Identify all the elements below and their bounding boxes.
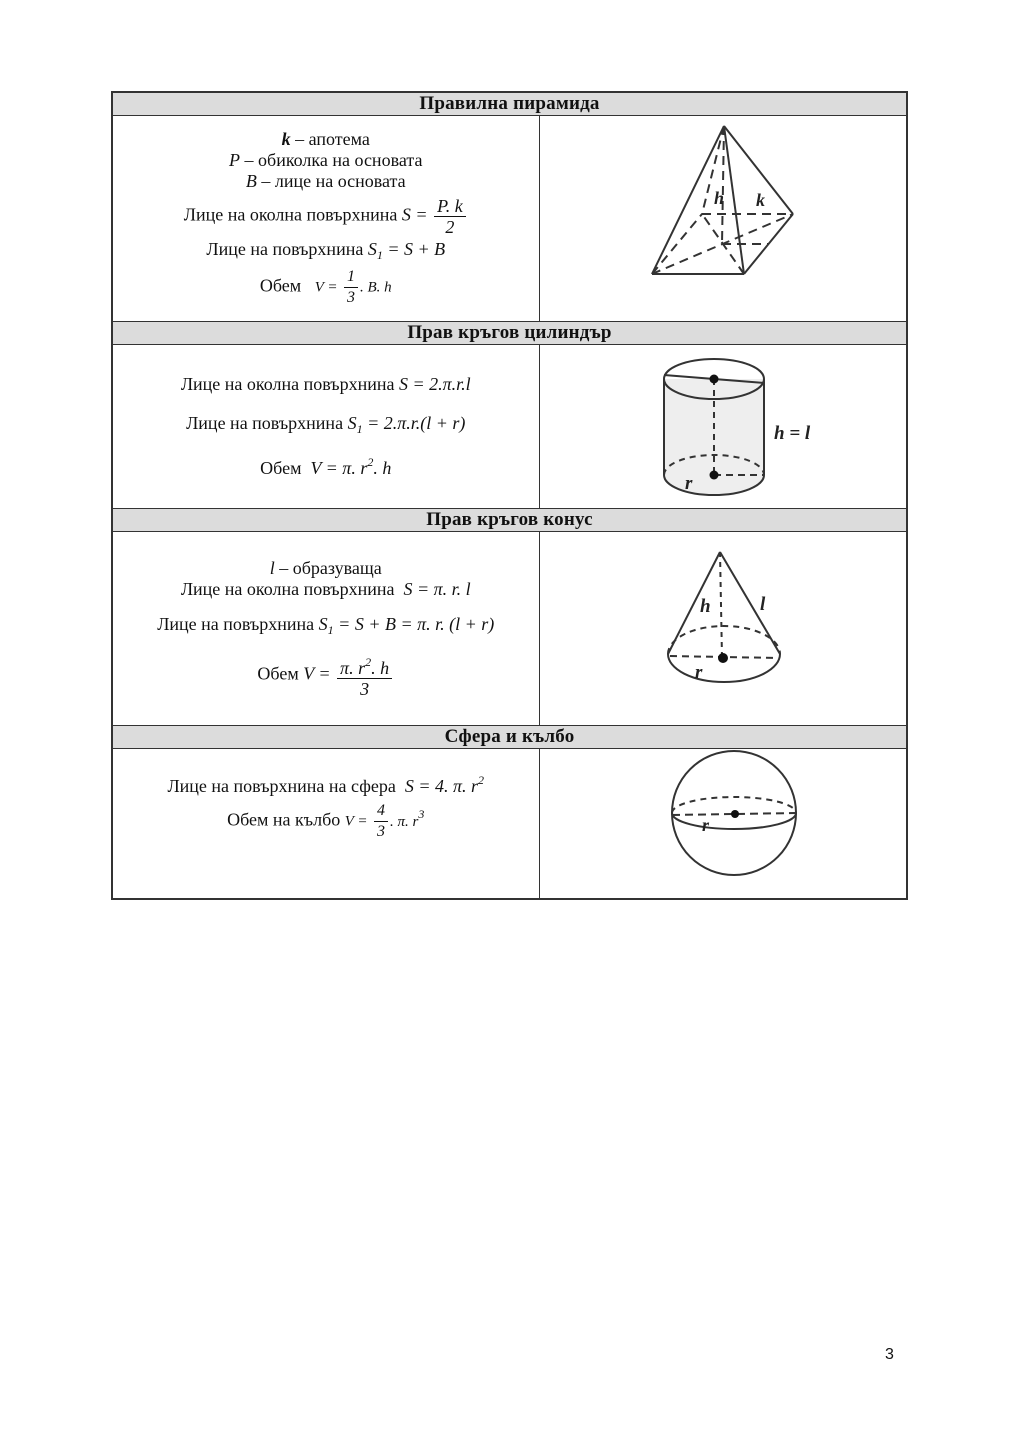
pyramid-diagram	[540, 116, 908, 316]
sphere-diagram	[540, 749, 908, 893]
formula-sheet	[111, 91, 906, 900]
pyramid-surface-area: Лице на повърхнина $S_1 = S + B$	[206, 239, 446, 262]
cone-label-r: r	[694, 662, 702, 683]
pyramid-label-k: k	[755, 190, 765, 210]
pyramid-formulas	[112, 116, 539, 322]
cylinder-title: Прав кръгов цилиндър	[112, 322, 907, 345]
cylinder-lateral-area: Лице на околна повърхнина S = 2.π.r.l	[180, 374, 471, 394]
cylinder-label-hl: h = l	[773, 423, 810, 444]
sphere-figure-cell	[539, 749, 907, 900]
pyramid-figure-cell	[539, 116, 907, 322]
pyramid-label-h: h	[713, 188, 724, 208]
sphere-label-r: r	[701, 815, 709, 835]
cylinder-surface-area: Лице на повърхнина $S_1 = 2.\pi.r.(l + r)$	[186, 413, 466, 436]
pyramid-lateral-area: Лице на околна повърхнина S = $\frac{P. k}{2}$	[113, 196, 539, 237]
cone-lateral-area: Лице на околна повърхнина S = π. r. l	[180, 579, 471, 599]
page-number: 3	[885, 1346, 894, 1363]
pyramid-legend-b: B – лице на основата	[245, 171, 406, 191]
cylinder-figure-cell	[539, 345, 907, 509]
cone-label-l: l	[759, 594, 765, 615]
pyramid-legend-k: k – апотема	[281, 129, 370, 149]
pyramid-title: Правилна пирамида	[112, 92, 907, 116]
cone-surface-area: Лице на повърхнина $S_1 = S + B = \pi$. r. (l + r)	[157, 614, 495, 637]
cone-diagram	[540, 532, 908, 720]
pyramid-legend-p: P – обиколка на основата	[229, 150, 423, 170]
sphere-volume: Обем на кълбо V = $\frac{4}{3}$ . π. $r^3$	[227, 802, 425, 840]
sphere-formulas	[112, 749, 539, 900]
cylinder-formulas	[112, 345, 539, 509]
cone-volume: Обем V = $\frac{\pi. r^2. h}{3}$	[113, 652, 539, 699]
cylinder-label-r: r	[684, 473, 692, 494]
cone-formulas	[112, 532, 539, 726]
cone-title: Прав кръгов конус	[112, 509, 907, 532]
cone-legend-l: l – образуваща	[269, 558, 382, 578]
cone-figure-cell	[539, 532, 907, 726]
cylinder-diagram	[540, 345, 908, 503]
formulas-table	[111, 91, 908, 900]
cylinder-volume: Обем V = π. $r^2$. h	[260, 455, 392, 478]
sphere-title: Сфера и кълбо	[112, 726, 907, 749]
pyramid-volume: Обем V = $\frac{1}{3}$ . B. h	[259, 268, 392, 306]
cone-label-h: h	[699, 596, 711, 617]
sphere-surface-area: Лице на повърхнина на сфера S = 4. π. $r^2$	[167, 773, 485, 796]
